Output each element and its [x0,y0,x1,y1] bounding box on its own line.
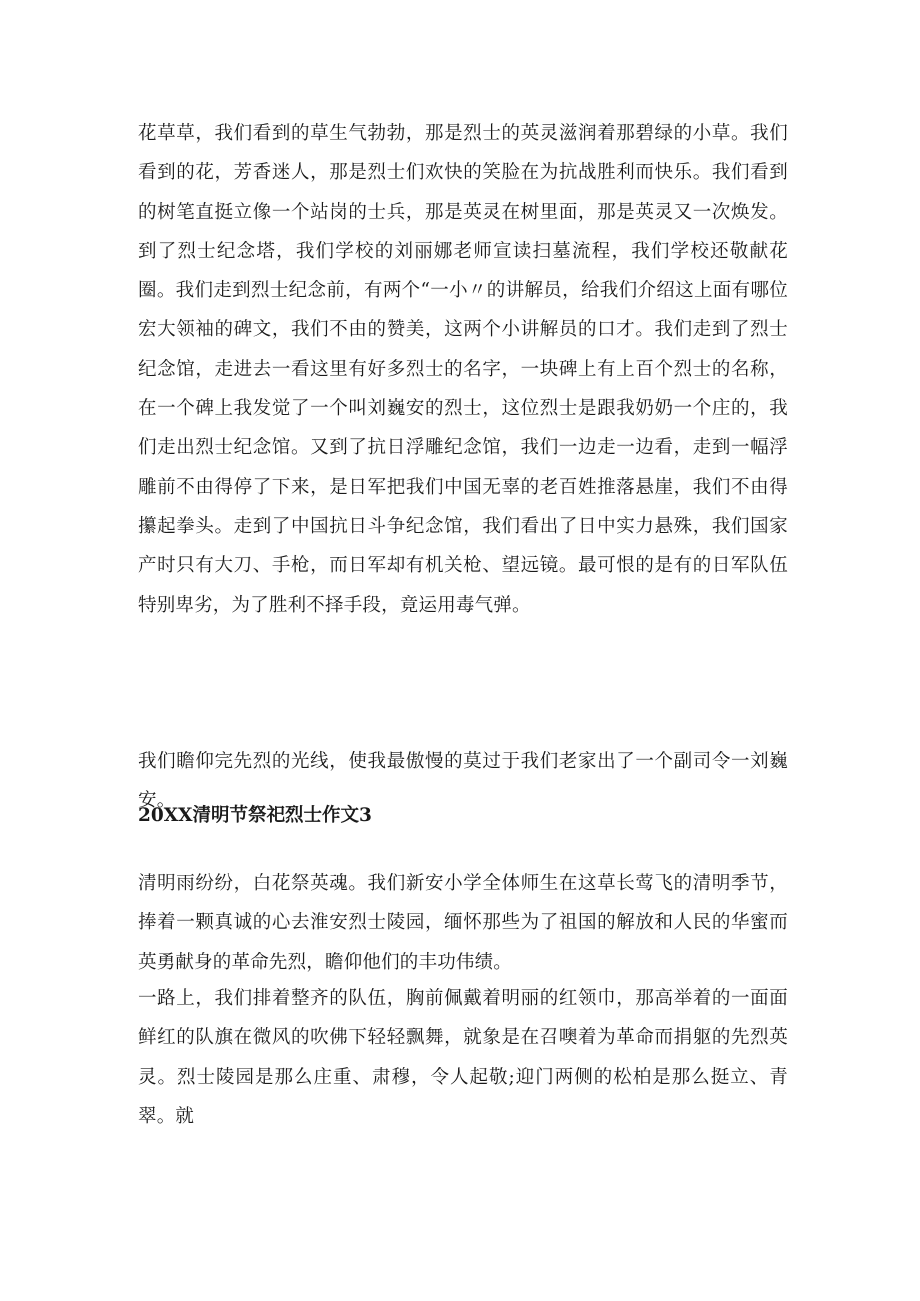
section-heading: 20XX清明节祭祀烈士作文3 [138,805,372,826]
body-paragraph: 一路上，我们排着整齐的队伍，胸前佩戴着明丽的红领巾，那高举着的一面面鲜红的队旗在微风的吹佛下轻轻飘舞，就象是在召噢着为革命而捐躯的先烈英灵。烈士陵园是那么庄重、肃穆，令人起敬;迎门两侧的松柏是那么挺立、青翠。就 [138,988,788,1127]
body-paragraph: 花草草，我们看到的草生气勃勃，那是烈士的英灵滋润着那碧绿的小草。我们看到的花，芳香迷人，那是烈士们欢快的笑脸在为抗战胜利而快乐。我们看到的树笔直挺立像一个站岗的士兵，那是英灵在树里面，那是英灵又一次焕发。到了烈士纪念塔，我们学校的刘丽娜老师宣读扫墓流程，我们学校还敬献花圈。我们走到烈士纪念前，有两个“一小〃的讲解员，给我们介绍这上面有哪位宏大领袖的碑文，我们不由的赞美，这两个小讲解员的口才。我们走到了烈士纪念馆，走进去一看这里有好多烈士的名字，一块碑上有上百个烈士的名称，在一个碑上我发觉了一个叫刘巍安的烈士，这位烈士是跟我奶奶一个庄的，我们走出烈士纪念馆。又到了抗日浮雕纪念馆，我们一边走一边看，走到一幅浮雕前不由得停了下来，是日军把我们中国无辜的老百姓推落悬崖，我们不由得攥起拳头。走到了中国抗日斗争纪念馆，我们看出了日中实力悬殊，我们国家产时只有大刀、手枪，而日军却有机关枪、望远镜。最可恨的是有的日军队伍特别卑劣，为了胜利不择手段，竟运用毒气弹。 [138,123,788,616]
body-paragraph: 我们瞻仰完先烈的光线，使我最傲慢的莫过于我们老家出了一个副司令一刘巍安。 [138,751,788,812]
body-paragraph: 清明雨纷纷，白花祭英魂。我们新安小学全体师生在这草长莺飞的清明季节，捧着一颗真诚的心去淮安烈士陵园，缅怀那些为了祖国的解放和人民的华蜜而英勇献身的革命先烈，瞻仰他们的丰功伟绩。 [138,873,788,973]
